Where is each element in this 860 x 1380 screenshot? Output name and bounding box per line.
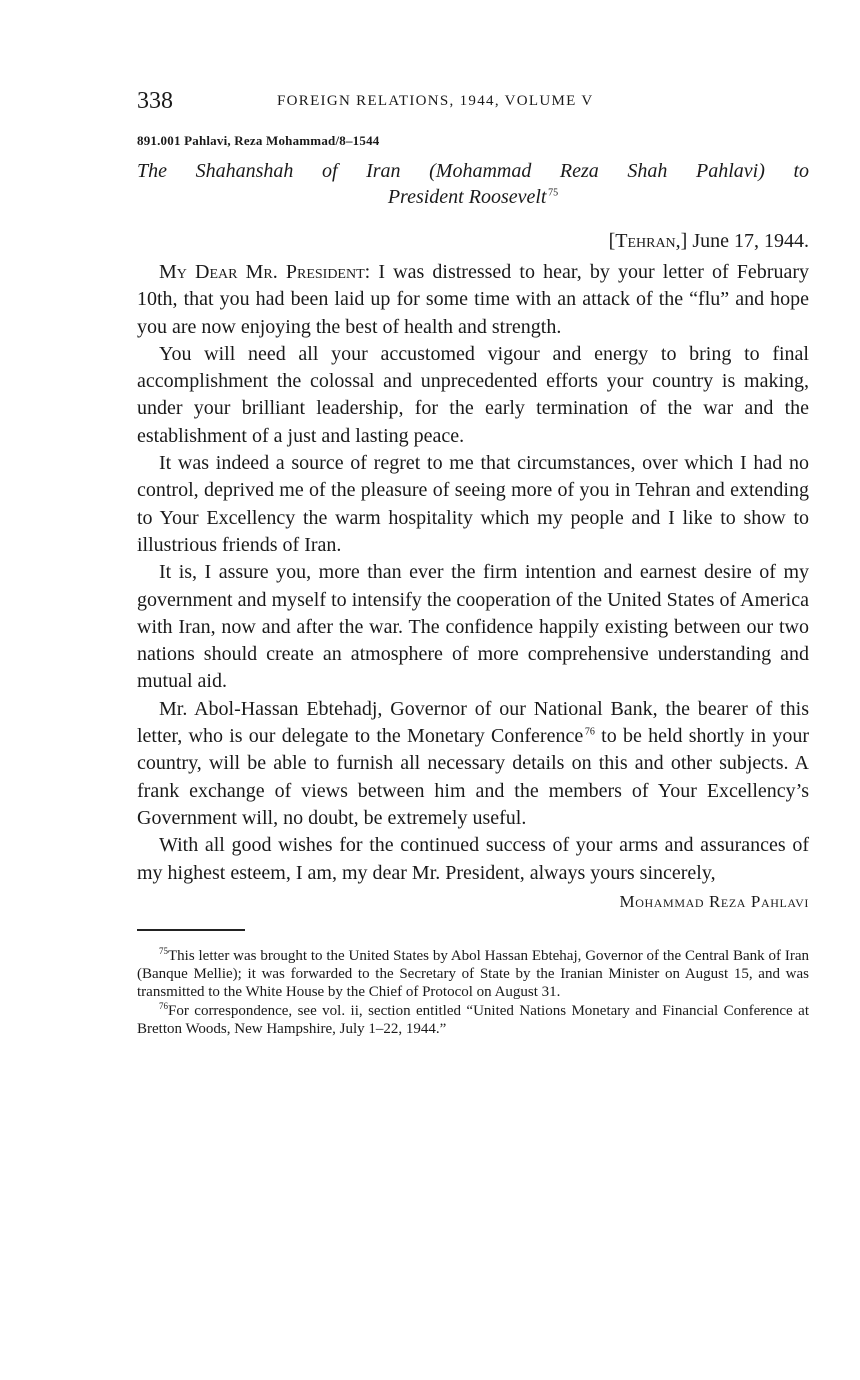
footnote-75 bbox=[137, 947, 809, 1002]
letter-paragraph: It is, I assure you, more than ever the firm intention and earnest desire of my government and myself to intensify the cooperation of the United States of America with Iran, now and after the war. The confidence happily existing between our two nations should create an atmosphere of more comprehensive understanding and mutual aid. bbox=[137, 561, 809, 693]
paragraph-text: to be held shortly in your country, will be able to furnish all necessary details on this and other subjects. A frank exchange of views between him and the members of Your Excellency’s Government will, no doubt, be extremely useful. bbox=[137, 725, 810, 829]
document-page bbox=[137, 86, 809, 1038]
footnote-ref-75: 75 bbox=[548, 187, 559, 199]
page-number: 338 bbox=[137, 88, 173, 114]
document-title bbox=[137, 158, 809, 210]
footnote-mark: 75 bbox=[159, 945, 168, 956]
letter-paragraph: With all good wishes for the continued success of your arms and assurances of my highest esteem, I am, my dear Mr. President, always yours sincerely, bbox=[137, 834, 809, 884]
letter-paragraph bbox=[137, 696, 809, 832]
dateline bbox=[137, 228, 809, 255]
letter-paragraph bbox=[137, 259, 809, 341]
letter-paragraph: It was indeed a source of regret to me that circumstances, over which I had no control, deprived me of the pleasure of seeing more of you in Tehran and extending to Your Excellency the warm hospitality which my people and I like to show to illustrious friends of Iran. bbox=[137, 452, 809, 556]
file-reference: 891.001 Pahlavi, Reza Mohammad/8–1544 bbox=[137, 133, 380, 148]
letter-body bbox=[137, 259, 809, 887]
document-title-line2: President Roosevelt bbox=[387, 186, 547, 208]
paragraph-text: Mr. Abol-Hassan Ebtehadj, Governor of our National Bank, the bearer of this letter, who is our delegate to the Monetary Conference bbox=[137, 697, 809, 748]
letter-paragraph: You will need all your accustomed vigour and energy to bring to final accomplishment the colossal and unprecedented efforts your country is making, under your brilliant leadership, for the early termination of the war and the establishment of a just and lasting peace. bbox=[137, 342, 809, 447]
footnotes bbox=[137, 947, 809, 1038]
footnote-ref-76: 76 bbox=[584, 726, 595, 738]
running-head bbox=[137, 86, 809, 116]
dateline-place: [Tehran,] bbox=[608, 230, 688, 252]
paragraph-text: I was distressed to hear, by your letter of February 10th, that you had been laid up for some time with an attack of the “flu” and hope you are now enjoying the best of health and strength. bbox=[137, 261, 809, 338]
salutation: My Dear Mr. President: bbox=[159, 261, 371, 283]
footnote-76 bbox=[137, 1002, 809, 1039]
document-title-line1: The Shahanshah of Iran (Mohammad Reza Shah Pahlavi) to bbox=[137, 160, 809, 182]
dateline-date: June 17, 1944. bbox=[692, 230, 809, 252]
document-title-line2-wrap bbox=[137, 184, 809, 210]
footnote-text: This letter was brought to the United States by Abol Hassan Ebtehaj, Governor of the Central Bank of Iran (Banque Mellie); it was forwarded to the Secretary of State by the Iranian Minister on August 15, and was transmitted to the White House by the Chief of Protocol on August 31. bbox=[137, 947, 809, 1001]
footnote-divider bbox=[137, 929, 245, 931]
footnote-mark: 76 bbox=[159, 1000, 168, 1011]
footnote-text: For correspondence, see vol. ii, section entitled “United Nations Monetary and Financial Conference at Bretton Woods, New Hampshire, July 1–22, 1944.” bbox=[137, 1002, 809, 1038]
signature: Mohammad Reza Pahlavi bbox=[619, 891, 809, 911]
running-title: FOREIGN RELATIONS, 1944, VOLUME V bbox=[277, 93, 594, 109]
